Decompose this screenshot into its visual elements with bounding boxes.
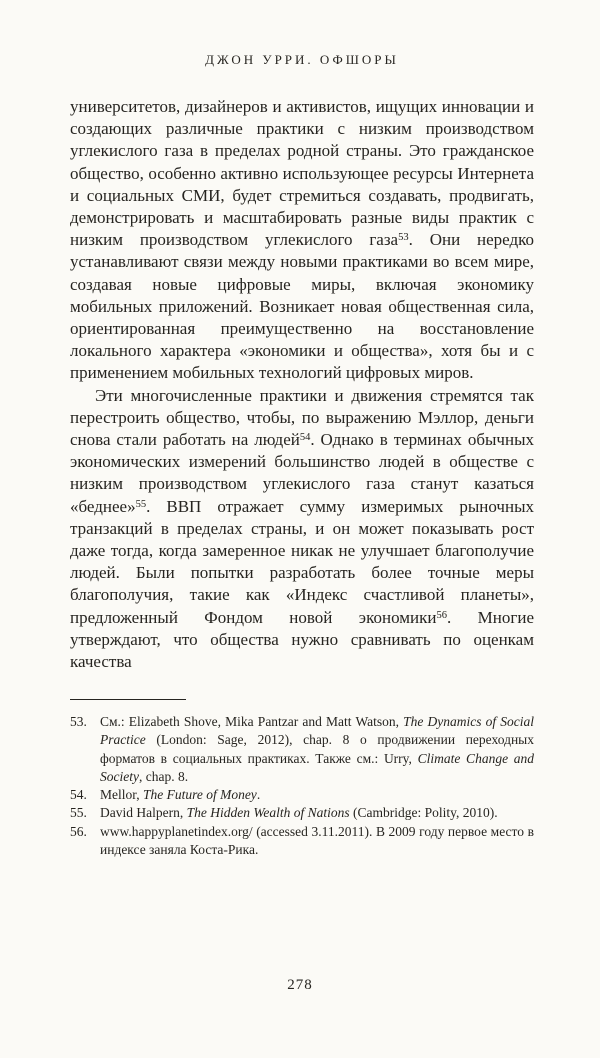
italic-text: The Future of Money [142, 787, 257, 803]
footnote-text [100, 824, 534, 857]
text-run: . ВВП отражает сумму измеримых рыночных транзакций в пределах страны, и он может показывать рост даже тогда, когда замеренное никак не улучшает благополучие людей. Были попытки разработать более точные меры благополучия, такие как «Индекс счастливой планеты», предложенный Фондом новой экономики [70, 496, 534, 627]
page-number: 278 [287, 977, 313, 993]
italic-text: Climate Change and Society [100, 750, 534, 784]
text-run: www.happyplanetindex.org/ (accessed 3.11.2011). В 2009 году первое место в индексе заняла Коста-Рика. [100, 823, 534, 857]
footnote-item [70, 804, 534, 822]
footnote-marker: 53 [398, 232, 409, 244]
text-run: . [256, 787, 261, 803]
text-run: David Halpern, [100, 805, 187, 821]
footnote-item [70, 786, 534, 804]
paragraph [70, 96, 534, 385]
text-run: . Однако в терминах обычных экономических измерений большинство людей в обществе с низким производством углекислого газа станут казаться «беднее» [70, 430, 534, 516]
italic-text: The Dynamics of Social Practice [100, 714, 534, 748]
footnote-number: 56. [70, 823, 87, 839]
footnote-item [70, 823, 534, 859]
text-run: университетов, дизайнеров и активистов, ищущих инновации и создающих различные практики с низким производством углекислого газа в пределах родной страны. Это гражданское общество, особенно активно использующее ресурсы Интернета и социальных СМИ, будет стремиться создавать, продвигать, демонстрировать и масштабировать разные виды практик с низким производством углекислого газа [70, 97, 534, 250]
text-run: См.: Elizabeth Shove, Mika Pantzar and Matt Watson, [100, 714, 404, 730]
body-text [70, 96, 534, 673]
footnote-text [100, 787, 260, 802]
text-run: Эти многочисленные практики и движения стремятся так перестроить общество, чтобы, по выражению Мэллор, деньги снова стали работать на людей [70, 385, 534, 450]
paragraph [70, 385, 534, 674]
footnote-marker: 54 [299, 432, 311, 444]
footnote-separator [70, 699, 186, 700]
footnote-marker: 56 [436, 609, 448, 621]
footnote-marker: 55 [135, 498, 147, 510]
italic-text: The Hidden Wealth of Nations [186, 805, 350, 821]
text-run: (London: Sage, 2012), chap. 8 о продвижении переходных форматов в социальных практиках. Также см.: Urry, [100, 732, 534, 766]
footnote-text [100, 714, 534, 784]
text-run: , chap. 8. [138, 768, 189, 784]
footnote-number: 53. [70, 714, 87, 730]
footnote-number: 54. [70, 787, 87, 803]
text-run: (Cambridge: Polity, 2010). [349, 805, 498, 821]
text-run: . Многие утверждают, что общества нужно сравнивать по оценкам качества [70, 607, 534, 672]
footnote-item [70, 713, 534, 786]
footnote-number: 55. [70, 805, 87, 821]
running-header: ДЖОН УРРИ. ОФШОРЫ [205, 52, 399, 67]
footnotes [70, 713, 534, 859]
footnote-text [100, 805, 498, 820]
text-run: Mellor, [100, 787, 143, 803]
text-run: . Они нередко устанавливают связи между новыми практиками во всем мире, создавая новые цифровые миры, включая экономику мобильных приложений. Возникает новая общественная сила, ориентированная преимущественно на восстановление локального характера «экономики и общества», хотя бы и с применением мобильных технологий цифровых миров. [70, 230, 534, 383]
